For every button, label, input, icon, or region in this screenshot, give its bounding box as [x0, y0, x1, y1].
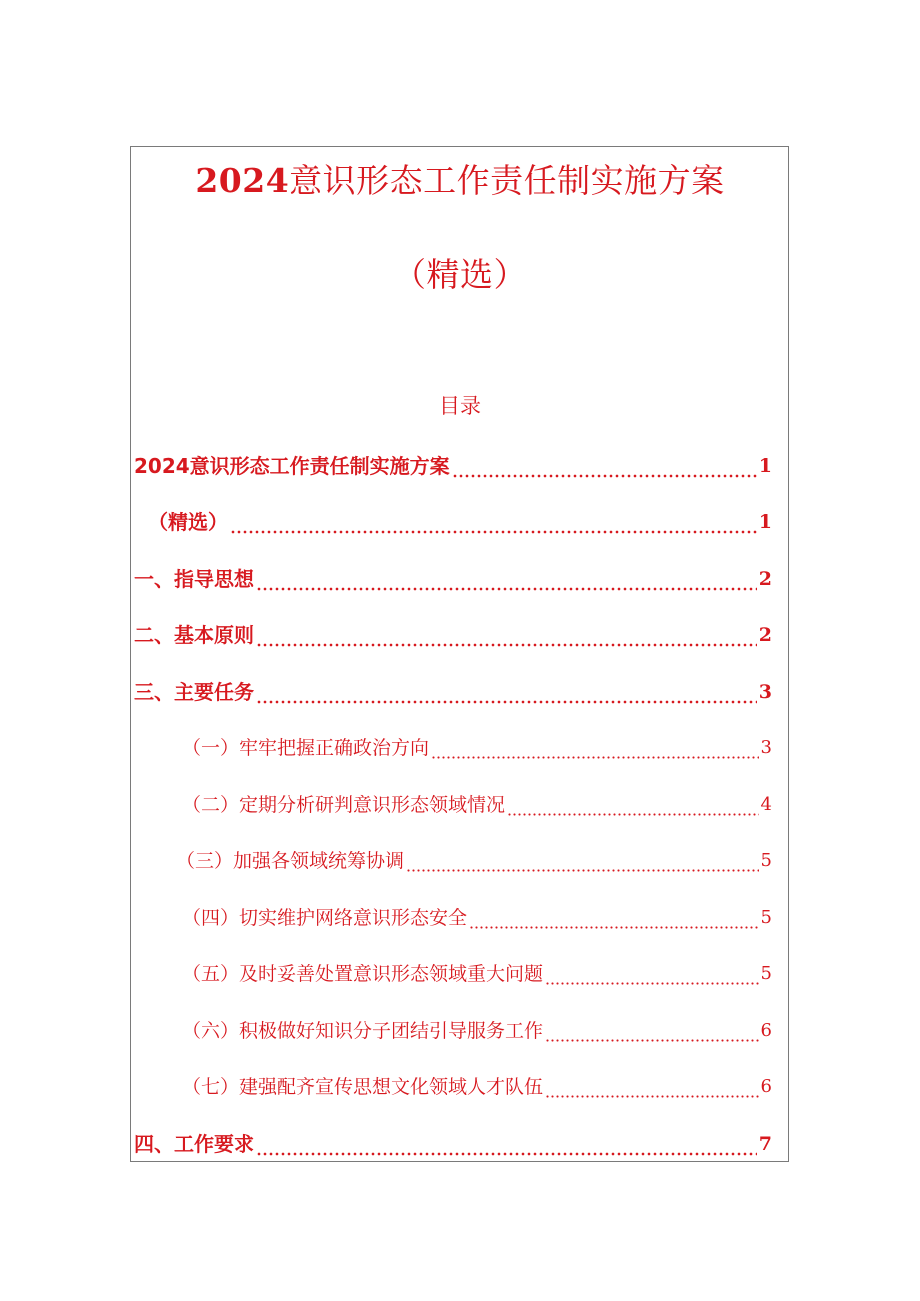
title-text: 意识形态工作责任制实施方案: [289, 161, 725, 200]
toc-entry-label: （五）及时妥善处置意识形态领域重大问题: [182, 963, 544, 985]
toc-page-number: 1: [758, 455, 772, 477]
title-year: 2024: [195, 161, 290, 200]
toc-dot-leader: [431, 734, 759, 762]
page-frame: [130, 146, 789, 1162]
toc-entry[interactable]: [182, 791, 772, 819]
toc-page-number: 7: [758, 1133, 772, 1155]
toc-entry-label: 二、基本原则: [134, 623, 254, 647]
toc-dot-leader: [256, 621, 757, 649]
document-title: [0, 161, 920, 201]
toc-entry-label: （精选）: [148, 510, 228, 534]
toc-entry[interactable]: [176, 847, 772, 875]
toc-entry-label: （二）定期分析研判意识形态领域情况: [182, 794, 506, 816]
toc-entry-label: 三、主要任务: [134, 680, 254, 704]
toc-entry-label: （一）牢牢把握正确政治方向: [182, 737, 430, 759]
toc-dot-leader: [507, 791, 759, 819]
toc-page-number: 2: [758, 624, 772, 646]
toc-entry[interactable]: [182, 960, 772, 988]
toc-page-number: 4: [760, 794, 772, 815]
toc-entry[interactable]: [182, 1017, 772, 1045]
toc-page-number: 3: [758, 681, 772, 703]
toc-entry-label: （三）加强各领域统筹协调: [176, 850, 405, 872]
toc-dot-leader: [545, 1017, 759, 1045]
toc-entry[interactable]: [134, 452, 772, 480]
toc-heading: 目录: [439, 394, 481, 418]
toc-entry-label: （四）切实维护网络意识形态安全: [182, 907, 468, 929]
toc-dot-leader: [469, 904, 759, 932]
toc-entry-label: （六）积极做好知识分子团结引导服务工作: [182, 1020, 544, 1042]
toc-dot-leader: [406, 847, 759, 875]
toc-dot-leader: [230, 508, 757, 536]
toc-dot-leader: [256, 1130, 757, 1158]
toc-entry-label: （七）建强配齐宣传思想文化领域人才队伍: [182, 1076, 544, 1098]
toc-dot-leader: [545, 1073, 759, 1101]
toc-dot-leader: [452, 452, 757, 480]
toc-dot-leader: [545, 960, 759, 988]
toc-entry[interactable]: [148, 508, 772, 536]
toc-entry[interactable]: [182, 734, 772, 762]
toc-entry-label: 四、工作要求: [134, 1132, 254, 1156]
toc-page-number: 6: [760, 1076, 772, 1097]
toc-entry[interactable]: [134, 565, 772, 593]
toc-entry[interactable]: [182, 1073, 772, 1101]
toc-entry-label: 一、指导思想: [134, 567, 254, 591]
toc-page-number: 3: [760, 737, 772, 758]
toc-dot-leader: [256, 565, 757, 593]
document-subtitle: （精选）: [393, 255, 527, 294]
toc-dot-leader: [256, 678, 757, 706]
toc-entry[interactable]: [134, 1130, 772, 1158]
toc-entry-label: 2024意识形态工作责任制实施方案: [134, 454, 450, 478]
toc-page-number: 2: [758, 568, 772, 590]
toc-entry[interactable]: [134, 678, 772, 706]
toc-page-number: 1: [758, 511, 772, 533]
toc-page-number: 5: [760, 963, 772, 984]
toc-entry[interactable]: [182, 904, 772, 932]
toc-page-number: 5: [760, 850, 772, 871]
toc-entry[interactable]: [134, 621, 772, 649]
toc-page-number: 6: [760, 1020, 772, 1041]
toc-page-number: 5: [760, 907, 772, 928]
